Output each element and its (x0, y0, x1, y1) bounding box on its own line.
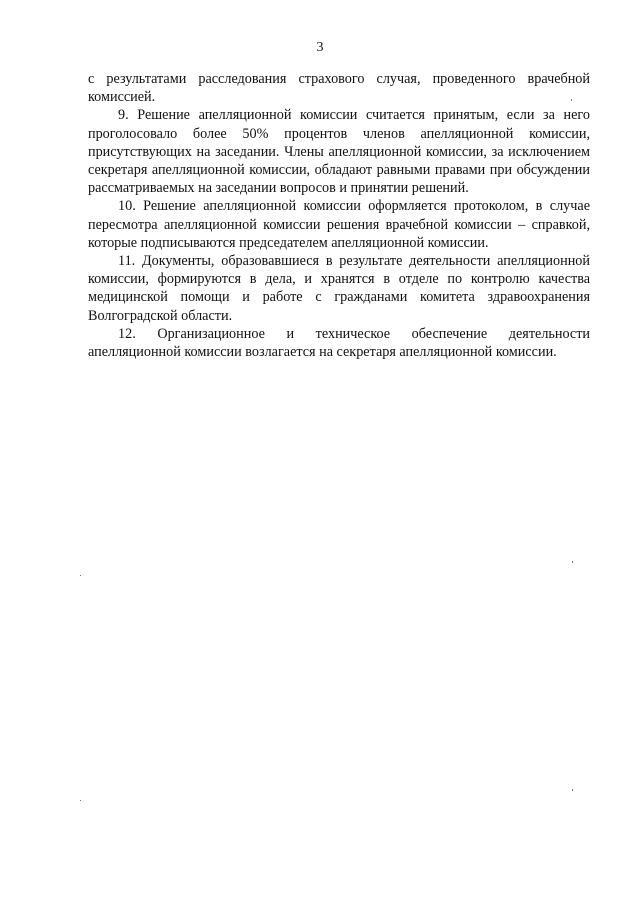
paragraph-10: 10. Решение апелляционной комиссии оформляется протоколом, в случае пересмотра апелляционной комиссии решения врачебной комиссии – справкой, которые подписываются председателем апелляционной комиссии. (88, 198, 590, 251)
document-body (88, 70, 590, 361)
scan-speck (572, 561, 573, 563)
scan-speck (80, 800, 81, 801)
paragraph-12: 12. Организационное и техническое обеспечение деятельности апелляционной комиссии возлагается на секретаря апелляционной комиссии. (88, 325, 590, 361)
paragraph-9: 9. Решение апелляционной комиссии считается принятым, если за него проголосовало более 50% процентов членов апелляционной комиссии, присутствующих на заседании. Члены апелляционной комиссии, за исключением секретаря апелляционной комиссии, обладают равными правами при обсуждении рассматриваемых на заседании вопросов и принятии решений. (88, 107, 590, 197)
paragraph-continuation: с результатами расследования страхового случая, проведенного врачебной комиссией. (88, 71, 590, 106)
scan-speck (572, 789, 573, 791)
paragraph-11: 11. Документы, образовавшиеся в результате деятельности апелляционной комиссии, формируются в дела, и хранятся в отделе по контролю качества медицинской помощи и работе с гражданами комитета здравоохранения Волгоградской области. (88, 253, 590, 324)
scan-speck (80, 575, 81, 576)
page-number: 3 (316, 40, 324, 55)
scan-speck (571, 99, 572, 101)
